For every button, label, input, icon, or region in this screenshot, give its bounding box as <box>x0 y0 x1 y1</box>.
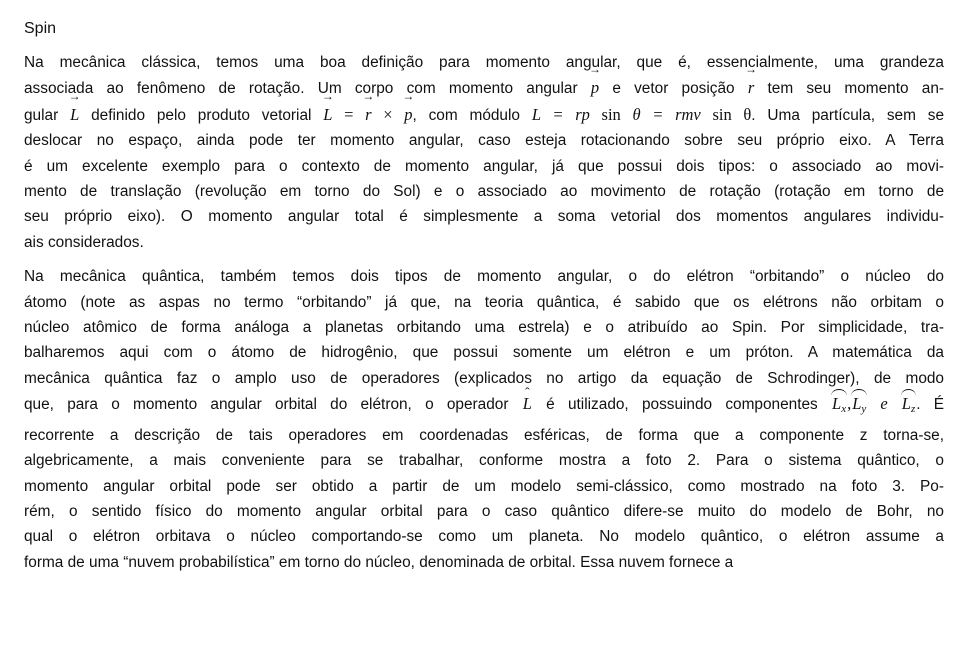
text-line: ais considerados. <box>24 233 144 251</box>
text-line: forma de uma “nuvem probabilística” em torno do núcleo, denominada de orbital. Essa nuvem fornece a <box>24 553 734 571</box>
paragraph-quantum <box>24 264 944 575</box>
vector-r: → r <box>748 75 754 100</box>
text-line: átomo (note as aspas no termo “orbitando” já que, na teoria quântica, é sabido que os elétrons não orbitam o <box>24 293 944 311</box>
vector-p: → p <box>591 75 599 100</box>
text-line: momento angular orbital pode ser obtido a partir de um modelo semi-clássico, como mostrado na foto 3. Po- <box>24 477 944 495</box>
text-line: Na mecânica quântica, também temos dois tipos de momento angular, o do elétron “orbitando” o núcleo do <box>24 268 944 286</box>
text-line: seu próprio eixo). O momento angular total é simplesmente a soma vetorial dos momentos angulares individu- <box>24 208 944 226</box>
text-line: deslocar no espaço, ainda pode ter momento angular, caso esteja rotacionando sobre seu próprio eixo. A Terra <box>24 132 944 150</box>
text-line: que, para o momento angular orbital do elétron, o operador ˆ L é utilizado, possuindo componentes $L_x,L_y$ e $L_z$. É <box>24 391 944 422</box>
modulus-equation: L = rp sin θ = rmv sin θ <box>531 104 752 124</box>
text-line: núcleo atômico de forma análoga a planetas orbitando uma estrela) e o atribuído ao Spin. Por simplicidade, tra- <box>24 319 944 337</box>
text-line: Na mecânica clássica, temos uma boa definição para momento angular, que é, essencialmente, uma grandeza <box>24 54 944 71</box>
text-line: algebricamente, a mais conveniente para se trabalhar, conforme mostra a foto 2. Para o sistema quântico, o <box>24 452 944 470</box>
text-line: associada ao fenômeno de rotação. Um corpo com momento angular → p e vetor posição → r tem seu momento an- <box>24 75 944 101</box>
text-line: rém, o sentido físico do momento angular orbital para o caso quântico difere-se muito do modelo de Bohr, no <box>24 502 944 520</box>
document-body <box>24 18 944 584</box>
text-line: qual o elétron orbitava o núcleo comportando-se como um planeta. No modelo quântico, o elétron assume a <box>24 528 944 546</box>
text-line: recorrente a descrição de tais operadores em coordenadas esféricas, de forma que a componente z torna-se, <box>24 426 944 444</box>
cross-product-equation: → L = → r × → p <box>323 105 412 124</box>
vector-L: → L <box>70 102 79 127</box>
text-line: mecânica quântica faz o amplo uso de operadores (explicados no artigo da equação de Schrodinger), de modo <box>24 369 944 387</box>
text-line: gular → L definido pelo produto vetorial → L = → r × → p, com módulo L = rp sin θ = rmv sin θ. Uma partícula, sem se <box>24 102 944 128</box>
text-line: mento de translação (revolução em torno do Sol) e o associado ao movimento de rotação (rotação em torno de <box>24 183 944 201</box>
page-title: Spin <box>24 20 57 37</box>
text-line: balharemos aqui com o átomo de hidrogênio, que possui somente um elétron e um próton. A matemática da <box>24 344 944 362</box>
operator-L: ˆ L <box>522 391 533 416</box>
paragraph-classical <box>24 50 944 255</box>
operator-components: $L_x,L_y$ e $L_z$ <box>831 394 916 413</box>
text-line: é um excelente exemplo para o contexto de momento angular, já que possui dois tipos: o associado ao movi- <box>24 157 944 175</box>
